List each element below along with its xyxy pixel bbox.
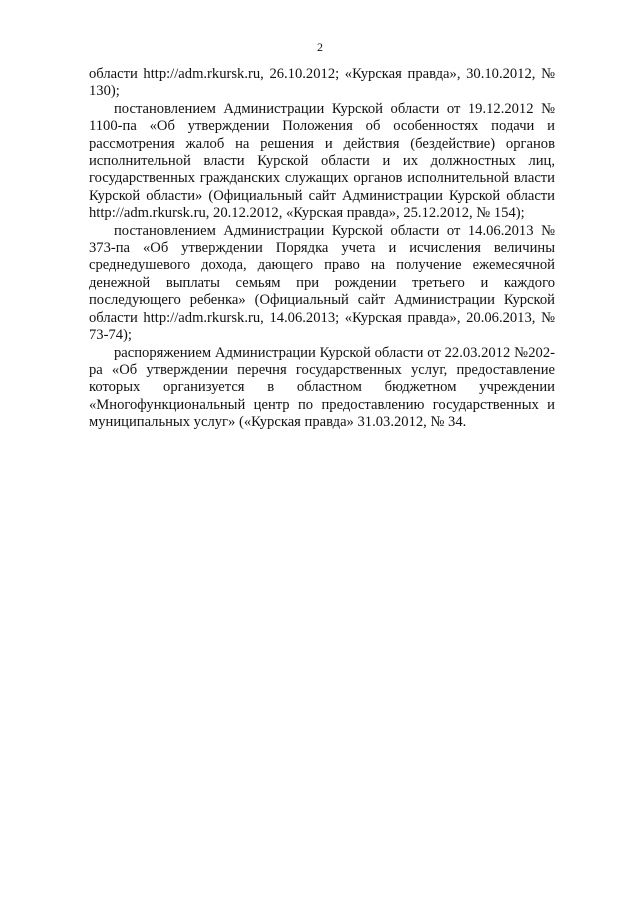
paragraph-continuation: области http://adm.rkursk.ru, 26.10.2012; «Курская правда», 30.10.2012, № 130); — [89, 66, 555, 100]
paragraph-resolution-373: постановлением Администрации Курской области от 14.06.2013 № 373-па «Об утверждении Порядка учета и исчисления величины среднедушевого дохода, дающего право на получение ежемесячной денежной выплаты семьям при рождении третьего и каждого последующего ребенка» (Официальный сайт Администрации Курской области http://adm.rkursk.ru, 14.06.2013; «Курская правда», 20.06.2013, № 73-74); — [89, 222, 555, 344]
document-body — [89, 66, 555, 432]
paragraph-order-202: распоряжением Администрации Курской области от 22.03.2012 №202-ра «Об утверждении перечня государственных услуг, предоставление которых организуется в областном бюджетном учреждении «Многофункциональный центр по предоставлению государственных и муниципальных услуг» («Курская правда» 31.03.2012, № 34. — [89, 344, 555, 431]
paragraph-resolution-1100: постановлением Администрации Курской области от 19.12.2012 № 1100-па «Об утверждении Положения об особенностях подачи и рассмотрения жалоб на решения и действия (бездействие) органов исполнительной власти Курской области и их должностных лиц, государственных гражданских служащих органов исполнительной власти Курской области» (Официальный сайт Администрации Курской области http://adm.rkursk.ru, 20.12.2012, «Курская правда», 25.12.2012, № 154); — [89, 100, 555, 222]
page-number: 2 — [317, 40, 323, 54]
